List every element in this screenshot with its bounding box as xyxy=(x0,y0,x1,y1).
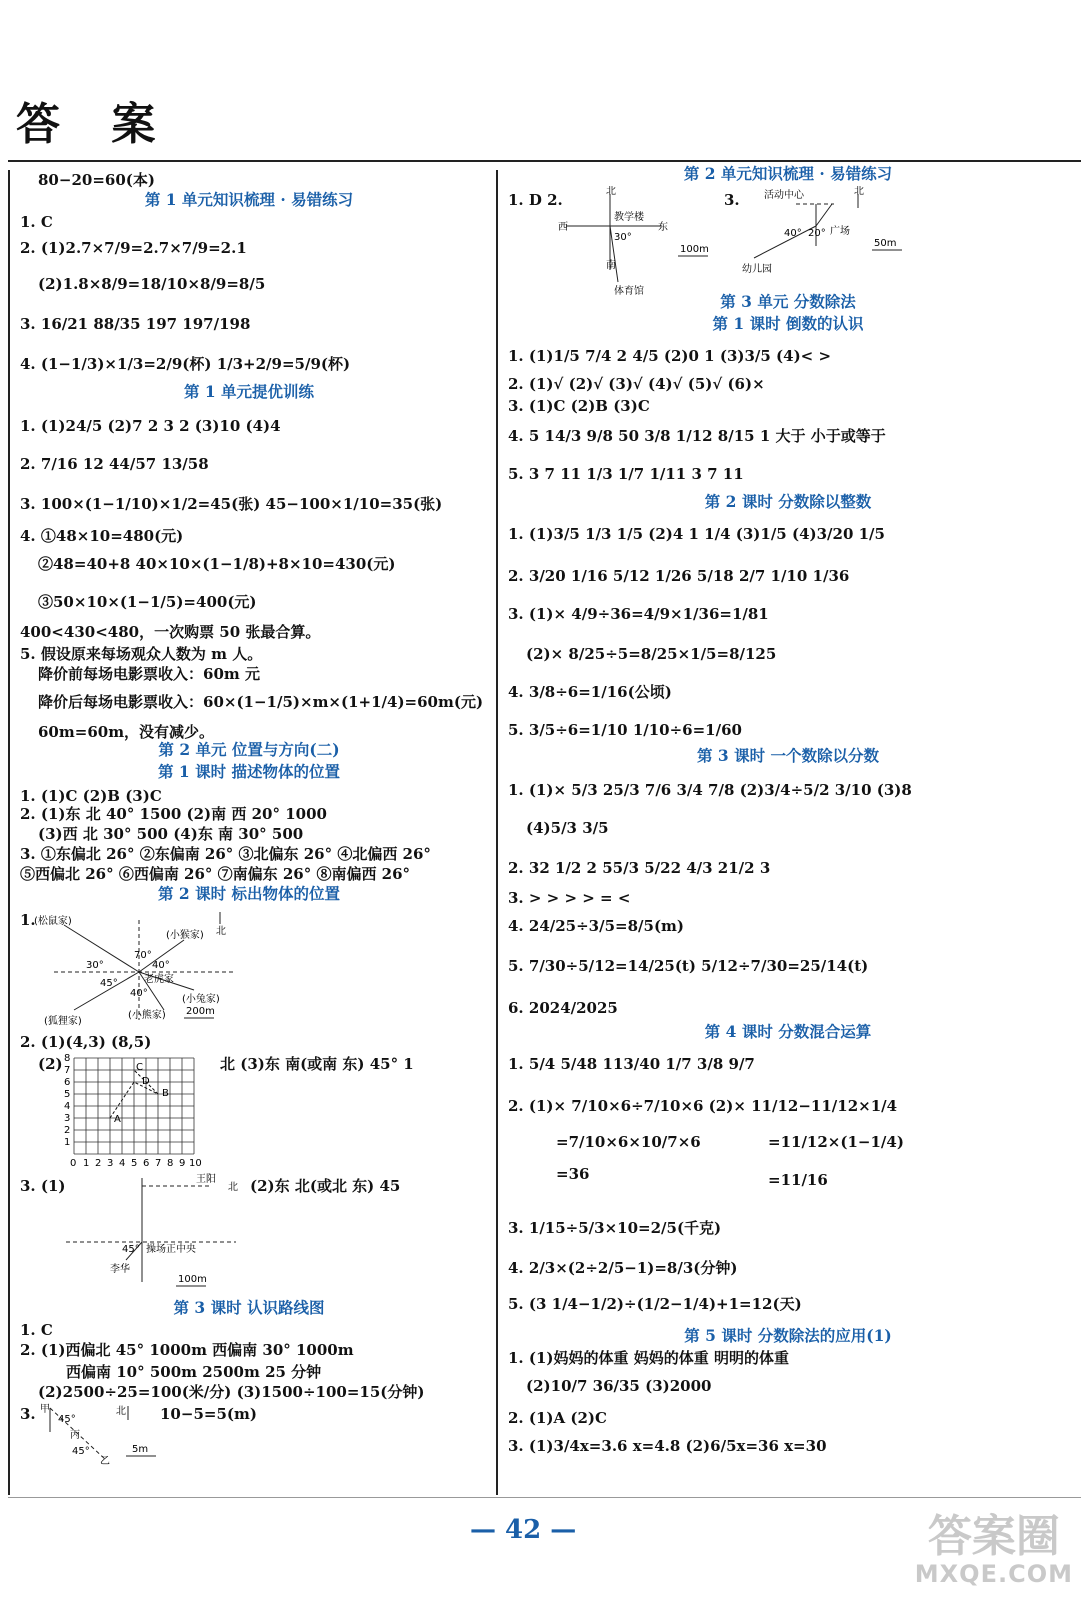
answer-line: ②48=40+8 40×10×(1−1/8)+8×10=430(元) xyxy=(38,555,396,573)
diagram-label: 体育馆 xyxy=(614,286,644,296)
axis-tick: 10 xyxy=(189,1158,202,1169)
answer-line: 1. D 2. xyxy=(508,191,563,209)
answer-line: 1. C xyxy=(20,213,53,231)
answer-line: 5. 3 7 11 1/3 1/7 1/11 3 7 11 xyxy=(508,465,744,483)
direction-diagram-b xyxy=(734,186,914,276)
answer-line: (4)5/3 3/5 xyxy=(526,819,609,837)
answer-line: ③50×10×(1−1/5)=400(元) xyxy=(38,593,257,611)
diagram-label: 100m xyxy=(178,1274,207,1285)
answer-line: ⑤西偏北 26° ⑥西偏南 26° ⑦南偏东 26° ⑧南偏西 26° xyxy=(20,865,411,883)
diagram-label: (小熊家) xyxy=(128,1010,166,1021)
grid-point-label: C xyxy=(136,1062,143,1073)
answer-line: =36 xyxy=(556,1165,590,1183)
answer-line: 2. 7/16 12 44/57 13/58 xyxy=(20,455,209,473)
diagram-label: 教学楼 xyxy=(614,212,644,223)
diagram-label: 100m xyxy=(680,244,709,255)
section-heading: 第 3 单元 分数除法 xyxy=(720,292,856,311)
answer-line: 降价后每场电影票收入：60×(1−1/5)×m×(1+1/4)=60m(元) xyxy=(38,693,484,711)
answer-line: 2. (1)西偏北 45° 1000m 西偏南 30° 1000m xyxy=(20,1341,354,1359)
answer-line: 3. (1)× 4/9÷36=4/9×1/36=1/81 xyxy=(508,605,769,623)
answer-line: (2) xyxy=(38,1055,63,1073)
axis-tick: 2 xyxy=(95,1158,102,1169)
axis-tick: 6 xyxy=(143,1158,150,1169)
diagram-label: 西 xyxy=(558,222,568,233)
grid-diagram xyxy=(54,1050,224,1170)
answer-line: 2. (1)东 北 40° 1500 (2)南 西 20° 1000 xyxy=(20,805,327,823)
bottom-rule xyxy=(8,1497,1081,1498)
answer-line: 2. (1)× 7/10×6÷7/10×6 (2)× 11/12−11/12×1/4 xyxy=(508,1097,898,1115)
answer-line: 西偏南 10° 500m 2500m 25 分钟 xyxy=(66,1363,322,1381)
grid-point-label: A xyxy=(114,1114,121,1125)
answer-line: 2. (1)2.7×7/9=2.7×7/9=2.1 xyxy=(20,239,247,257)
answer-line: (2)1.8×8/9=18/10×8/9=8/5 xyxy=(38,275,266,293)
answer-line: 1. (1)24/5 (2)7 2 3 2 (3)10 (4)4 xyxy=(20,417,281,435)
axis-tick: 6 xyxy=(64,1077,71,1088)
answer-line: 10−5=5(m) xyxy=(160,1405,257,1423)
answer-line: 4. 24/25÷3/5=8/5(m) xyxy=(508,917,685,935)
answer-line: 3. (1)C (2)B (3)C xyxy=(508,397,650,415)
diagram-label: 乙 xyxy=(100,1456,110,1466)
answer-line: 5. 3/5÷6=1/10 1/10÷6=1/60 xyxy=(508,721,742,739)
answer-line: 1. (1)1/5 7/4 2 4/5 (2)0 1 (3)3/5 (4)< > xyxy=(508,347,832,365)
diagram-label: (小猴家) xyxy=(166,930,204,941)
answer-line: 4. 5 14/3 9/8 50 3/8 1/12 8/15 1 大于 小于或等于 xyxy=(508,427,886,445)
axis-tick: 5 xyxy=(64,1089,71,1100)
section-heading: 第 2 课时 分数除以整数 xyxy=(704,492,872,511)
diagram-label: 200m xyxy=(186,1006,215,1017)
answer-line: 80−20=60(本) xyxy=(38,171,155,189)
section-heading: 第 4 课时 分数混合运算 xyxy=(704,1022,872,1041)
diagram-label: 北 xyxy=(228,1182,238,1193)
diagram-label: 40° xyxy=(784,228,802,239)
grid-point-label: D xyxy=(142,1076,150,1087)
axis-tick: 9 xyxy=(179,1158,186,1169)
diagram-label: 操场正中央 xyxy=(146,1244,196,1255)
answer-line: 2. (1)(4,3) (8,5) xyxy=(20,1033,152,1051)
answer-line: 3. 1/15÷5/3×10=2/5(千克) xyxy=(508,1219,722,1237)
diagram-label: (狐狸家) xyxy=(44,1016,82,1027)
diagram-label: 20° xyxy=(808,228,826,239)
diagram-label: 北 xyxy=(606,186,616,197)
answer-line: =7/10×6×10/7×6 xyxy=(556,1133,701,1151)
section-heading: 第 2 单元知识梳理 · 易错练习 xyxy=(683,164,893,183)
diagram-label: 北 xyxy=(216,926,226,937)
diagram-label: 30° xyxy=(86,960,104,971)
section-heading: 第 3 课时 一个数除以分数 xyxy=(697,746,879,765)
answer-line: 4. 3/8÷6=1/16(公顷) xyxy=(508,683,672,701)
answer-line: =11/12×(1−1/4) xyxy=(768,1133,904,1151)
direction-diagram xyxy=(34,910,254,1030)
diagram-label: 幼儿园 xyxy=(742,264,772,275)
answer-line: 1. (1)× 5/3 25/3 7/6 3/4 7/8 (2)3/4÷5/2 3/10 (3)8 xyxy=(508,781,912,799)
diagram-label: 甲 xyxy=(40,1404,50,1415)
axis-tick: 2 xyxy=(64,1125,71,1136)
section-heading: 第 1 单元知识梳理 · 易错练习 xyxy=(144,190,354,209)
axis-tick: 4 xyxy=(119,1158,126,1169)
diagram-label: 活动中心 xyxy=(764,190,804,201)
section-heading: 第 2 单元 位置与方向(二) xyxy=(158,740,340,759)
diagram-label: 50m xyxy=(874,238,897,249)
axis-tick: 8 xyxy=(64,1053,71,1064)
page-title: 答 案 xyxy=(16,99,174,150)
diagram-label: 东 xyxy=(658,222,668,233)
answer-line: 5. 7/30÷5/12=14/25(t) 5/12÷7/30=25/14(t) xyxy=(508,957,869,975)
diagram-label: 40° xyxy=(130,988,148,999)
answer-line: (2)10/7 36/35 (3)2000 xyxy=(526,1377,712,1395)
answer-line: 3. (1)3/4x=3.6 x=4.8 (2)6/5x=36 x=30 xyxy=(508,1437,827,1455)
left-column xyxy=(8,170,488,1495)
diagram-label: 40° xyxy=(152,960,170,971)
diagram-label: 45° xyxy=(72,1446,90,1457)
diagram-label: (松鼠家) xyxy=(34,916,72,927)
diagram-label: 北 xyxy=(854,186,864,197)
section-heading: 第 2 课时 标出物体的位置 xyxy=(158,884,340,903)
diagram-label: 45° xyxy=(122,1244,140,1255)
answer-line: (3)西 北 30° 500 (4)东 南 30° 500 xyxy=(38,825,304,843)
answer-line: 3. 16/21 88/35 197 197/198 xyxy=(20,315,251,333)
playground-diagram xyxy=(66,1172,246,1292)
answer-line: =11/16 xyxy=(768,1171,828,1189)
answer-line: 4. ①48×10=480(元) xyxy=(20,527,184,545)
answer-line: (2)2500÷25=100(米/分) (3)1500÷100=15(分钟) xyxy=(38,1383,425,1401)
answer-line: 1. (1)3/5 1/3 1/5 (2)4 1 1/4 (3)1/5 (4)3/20 1/5 xyxy=(508,525,885,543)
page-number: — 42 — xyxy=(470,1515,577,1545)
axis-tick: 4 xyxy=(64,1101,71,1112)
top-rule xyxy=(8,160,1081,162)
axis-tick: 1 xyxy=(83,1158,90,1169)
answer-line: 1. xyxy=(20,911,36,929)
answer-line: 3. (1) xyxy=(20,1177,66,1195)
diagram-label: 45° xyxy=(58,1414,76,1425)
answer-line: 3. > > > > = < xyxy=(508,889,631,907)
answer-line: 2. (1)A (2)C xyxy=(508,1409,607,1427)
section-heading: 第 1 单元提优训练 xyxy=(183,382,315,401)
axis-tick: 8 xyxy=(167,1158,174,1169)
diagram-label: 45° xyxy=(100,978,118,989)
axis-tick: 5 xyxy=(131,1158,138,1169)
answer-line: 2. (1)√ (2)√ (3)√ (4)√ (5)√ (6)× xyxy=(508,375,765,393)
section-heading: 第 5 课时 分数除法的应用(1) xyxy=(684,1326,892,1345)
answer-line: 2. 32 1/2 2 55/3 5/22 4/3 21/2 3 xyxy=(508,859,771,877)
right-column xyxy=(496,164,1078,1495)
answer-line: 6. 2024/2025 xyxy=(508,999,618,1017)
answer-line: 北 (3)东 南(或南 东) 45° 1 xyxy=(220,1055,414,1073)
axis-tick: 3 xyxy=(64,1113,71,1124)
axis-tick: 3 xyxy=(107,1158,114,1169)
answer-line: 1. (1)C (2)B (3)C xyxy=(20,787,162,805)
answer-line: 2. 3/20 1/16 5/12 1/26 5/18 2/7 1/10 1/36 xyxy=(508,567,850,585)
diagram-label: 李华 xyxy=(110,1264,130,1275)
section-heading: 第 1 课时 描述物体的位置 xyxy=(158,762,340,781)
diagram-label: 广场 xyxy=(830,226,850,237)
answer-line: 降价前每场电影票收入：60m 元 xyxy=(38,665,260,683)
answer-line: 1. C xyxy=(20,1321,53,1339)
diagram-label: 丙 xyxy=(70,1430,80,1441)
diagram-label: 老虎家 xyxy=(144,974,174,985)
watermark-logo xyxy=(914,1511,1073,1588)
answer-line: 400<430<480，一次购票 50 张最合算。 xyxy=(20,623,321,641)
answer-line: 3. xyxy=(724,191,740,209)
answer-line: 1. (1)妈妈的体重 妈妈的体重 明明的体重 xyxy=(508,1349,789,1367)
diagram-label: 5m xyxy=(132,1444,149,1455)
watermark-url: MXQE.COM xyxy=(914,1560,1073,1588)
answer-line: 5. 假设原来每场观众人数为 m 人。 xyxy=(20,645,263,663)
axis-tick: 0 xyxy=(70,1158,77,1169)
watermark-text: 答案圈 xyxy=(927,1511,1060,1562)
diagram-label: 南 xyxy=(606,260,616,271)
diagram-label: 30° xyxy=(614,232,632,243)
answer-line: 4. (1−1/3)×1/3=2/9(杯) 1/3+2/9=5/9(杯) xyxy=(20,355,351,373)
section-heading: 第 3 课时 认识路线图 xyxy=(173,1298,325,1317)
diagram-label: 王阳 xyxy=(196,1174,216,1185)
direction-diagram-a xyxy=(558,186,728,296)
answer-line: (2)东 北(或北 东) 45 xyxy=(250,1177,401,1195)
answer-line: 1. 5/4 5/48 113/40 1/7 3/8 9/7 xyxy=(508,1055,755,1073)
answer-line: 60m=60m，没有减少。 xyxy=(38,723,215,741)
answer-line: 3. xyxy=(20,1405,36,1423)
axis-tick: 7 xyxy=(64,1065,71,1076)
answer-line: 3. ①东偏北 26° ②东偏南 26° ③北偏东 26° ④北偏西 26° xyxy=(20,845,431,863)
answer-line: (2)× 8/25÷5=8/25×1/5=8/125 xyxy=(526,645,777,663)
answer-line: 3. 100×(1−1/10)×1/2=45(张) 45−100×1/10=35(张) xyxy=(20,495,443,513)
axis-tick: 1 xyxy=(64,1137,71,1148)
diagram-label: 70° xyxy=(134,950,152,961)
section-heading: 第 1 课时 倒数的认识 xyxy=(712,314,864,333)
answer-line: 4. 2/3×(2÷2/5−1)=8/3(分钟) xyxy=(508,1259,738,1277)
answer-line: 5. (3 1/4−1/2)÷(1/2−1/4)+1=12(天) xyxy=(508,1295,802,1313)
axis-tick: 7 xyxy=(155,1158,162,1169)
grid-point-label: B xyxy=(162,1088,169,1099)
diagram-label: (小兔家) xyxy=(182,994,220,1005)
diagram-label: 北 xyxy=(116,1406,126,1417)
